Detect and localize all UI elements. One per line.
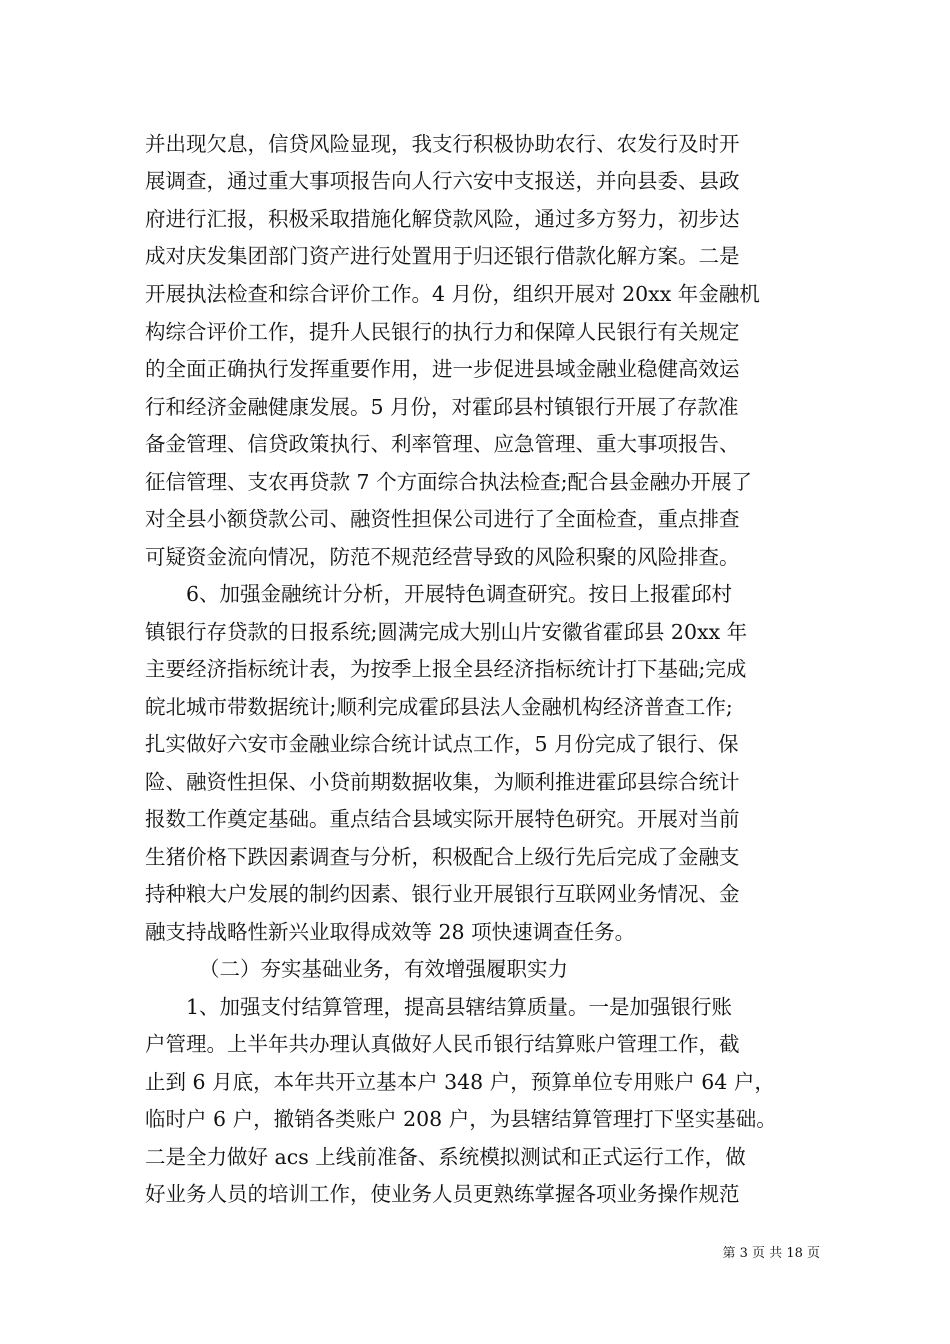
paragraph-first-line: 6、加强金融统计分析，开展特色调查研究。按日上报霍邱村: [186, 582, 733, 606]
body-text-line: 生猪价格下跌因素调查与分析，积极配合上级行先后完成了金融支: [145, 845, 740, 869]
body-text-line: 构综合评价工作，提升人民银行的执行力和保障人民银行有关规定: [145, 320, 740, 344]
body-text-line: 皖北城市带数据统计;顺利完成霍邱县法人金融机构经济普查工作;: [145, 695, 733, 719]
body-text-line: 止到 6 月底，本年共开立基本户 348 户，预算单位专用账户 64 户，: [145, 1070, 775, 1094]
body-text-line: 可疑资金流向情况，防范不规范经营导致的风险积聚的风险排查。: [145, 545, 740, 569]
body-text-line: 府进行汇报，积极采取措施化解贷款风险，通过多方努力，初步达: [145, 207, 740, 231]
body-text-line: 成对庆发集团部门资产进行处置用于归还银行借款化解方案。二是: [145, 244, 740, 268]
body-text-line: 扎实做好六安市金融业综合统计试点工作，5 月份完成了银行、保: [145, 732, 739, 756]
body-text-line: 临时户 6 户，撤销各类账户 208 户，为县辖结算管理打下坚实基础。: [145, 1107, 777, 1131]
body-text-line: 备金管理、信贷政策执行、利率管理、应急管理、重大事项报告、: [145, 432, 740, 456]
body-text-line: 展调查，通过重大事项报告向人行六安中支报送，并向县委、县政: [145, 169, 740, 193]
body-text-line: 征信管理、支农再贷款 7 个方面综合执法检查;配合县金融办开展了: [145, 470, 752, 494]
body-text-line: 二是全力做好 acs 上线前准备、系统模拟测试和正式运行工作，做: [145, 1145, 746, 1169]
body-text-line: 并出现欠息，信贷风险显现，我支行积极协助农行、农发行及时开: [145, 132, 740, 156]
body-text-line: 开展执法检查和综合评价工作。4 月份，组织开展对 20xx 年金融机: [145, 282, 760, 306]
body-text-line: 险、融资性担保、小贷前期数据收集，为顺利推进霍邱县综合统计: [145, 770, 740, 794]
body-text-line: 报数工作奠定基础。重点结合县域实际开展特色研究。开展对当前: [145, 807, 740, 831]
section-heading: （二）夯实基础业务，有效增强履职实力: [199, 957, 568, 981]
body-text-line: 镇银行存贷款的日报系统;圆满完成大别山片安徽省霍邱县 20xx 年: [145, 620, 748, 644]
body-text-line: 好业务人员的培训工作，使业务人员更熟练掌握各项业务操作规范: [145, 1182, 740, 1206]
paragraph-first-line: 1、加强支付结算管理，提高县辖结算质量。一是加强银行账: [186, 995, 733, 1019]
body-text-line: 主要经济指标统计表，为按季上报全县经济指标统计打下基础;完成: [145, 657, 747, 681]
body-text-line: 行和经济金融健康发展。5 月份，对霍邱县村镇银行开展了存款准: [145, 395, 739, 419]
body-text-line: 持种粮大户发展的制约因素、银行业开展银行互联网业务情况、金: [145, 882, 740, 906]
body-text-line: 对全县小额贷款公司、融资性担保公司进行了全面检查，重点排查: [145, 507, 740, 531]
body-text-line: 户管理。上半年共办理认真做好人民币银行结算账户管理工作，截: [145, 1032, 740, 1056]
page-number-footer: 第 3 页 共 18 页: [722, 1246, 820, 1261]
body-text-line: 的全面正确执行发挥重要作用，进一步促进县域金融业稳健高效运: [145, 357, 740, 381]
body-text-line: 融支持战略性新兴业取得成效等 28 项快速调查任务。: [145, 920, 636, 944]
